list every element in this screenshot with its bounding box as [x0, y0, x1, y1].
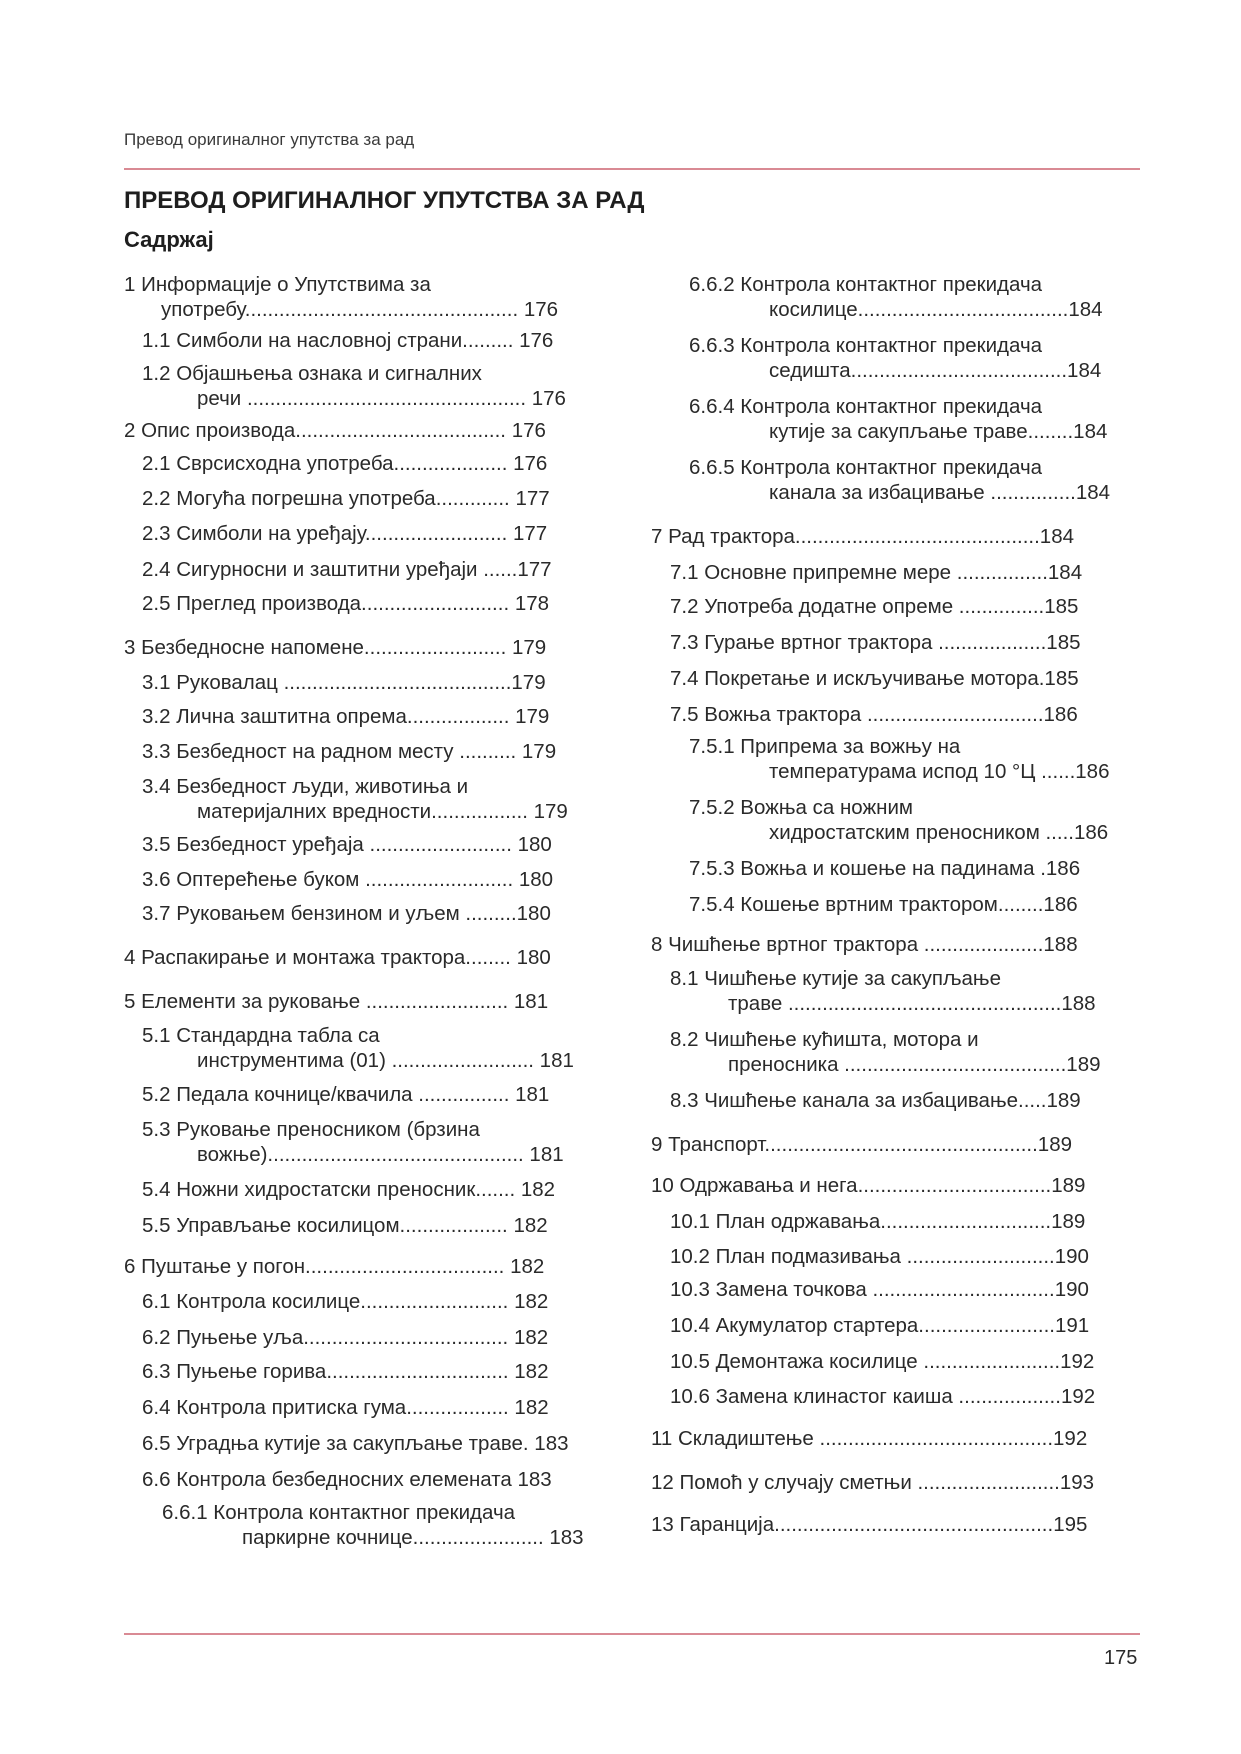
toc-entry[interactable]: 6.6.2 Контрола контактног прекидача косилице.....................................184 [689, 273, 1103, 321]
toc-entry[interactable]: 2.2 Могућа погрешна употреба............. 177 [142, 487, 550, 510]
document-title: ПРЕВОД ОРИГИНАЛНОГ УПУТСТВА ЗА РАД [124, 187, 645, 214]
toc-entry[interactable]: 6.1 Контрола косилице.......................... 182 [142, 1290, 549, 1313]
toc-entry[interactable]: 7.5.2 Вожња са ножним хидростатским преносником .....186 [689, 796, 1109, 844]
toc-entry[interactable]: 5.2 Педала кочнице/квачила ................ 181 [142, 1083, 550, 1106]
toc-entry[interactable]: 3.1 Руковалац ........................................179 [142, 671, 546, 694]
toc-entry[interactable]: 8.1 Чишћење кутије за сакупљање траве ................................................188 [670, 967, 1096, 1015]
toc-entry[interactable]: 8.2 Чишћење кућишта, мотора и преносника .......................................189 [670, 1028, 1101, 1076]
toc-entry[interactable]: 7.2 Употреба додатне опреме ...............185 [670, 595, 1079, 618]
toc-entry[interactable]: 6.2 Пуњење уља.................................... 182 [142, 1326, 549, 1349]
toc-entry[interactable]: 2.1 Сврсисходна употреба.................... 176 [142, 452, 548, 475]
toc-entry[interactable]: 10.2 План подмазивања ..........................190 [670, 1245, 1089, 1268]
toc-entry[interactable]: 10 Одржавања и нега..................................189 [651, 1174, 1086, 1197]
toc-entry[interactable]: 11 Складиштење .........................................192 [651, 1427, 1088, 1450]
toc-entry[interactable]: 10.3 Замена точкова ................................190 [670, 1278, 1089, 1301]
toc-entry[interactable]: 3.7 Руковањем бензином и уљем .........180 [142, 902, 551, 925]
toc-entry[interactable]: 2.3 Симболи на уређају......................... 177 [142, 522, 548, 545]
toc-entry[interactable]: 7.5 Вожња трактора ...............................186 [670, 703, 1078, 726]
toc-entry[interactable]: 5.3 Руковање преносником (брзина вожње)............................................. 181 [142, 1118, 564, 1166]
toc-entry[interactable]: 13 Гаранција.................................................195 [651, 1513, 1088, 1536]
toc-entry[interactable]: 6 Пуштање у погон................................... 182 [124, 1255, 545, 1278]
toc-entry[interactable]: 1.1 Симболи на насловној страни......... 176 [142, 329, 554, 352]
toc-entry[interactable]: 7.4 Покретање и искључивање мотора.185 [670, 667, 1079, 690]
toc-entry[interactable]: 7.5.3 Вожња и кошење на падинама .186 [689, 857, 1081, 880]
toc-entry[interactable]: 7 Рад трактора...........................................184 [651, 525, 1075, 548]
toc-entry[interactable]: 6.5 Уградња кутије за сакупљање траве. 183 [142, 1432, 569, 1455]
toc-entry[interactable]: 6.6.4 Контрола контактног прекидача кутије за сакупљање траве........184 [689, 395, 1108, 443]
toc-entry[interactable]: 6.6 Контрола безбедносних елемената 183 [142, 1468, 552, 1491]
toc-entry[interactable]: 1 Информације о Упутствима за употребу................................................ 176 [124, 273, 559, 321]
toc-entry[interactable]: 12 Помоћ у случају сметњи .........................193 [651, 1471, 1095, 1494]
toc-entry[interactable]: 3.5 Безбедност уређаја ......................... 180 [142, 833, 552, 856]
toc-entry[interactable]: 7.5.4 Кошење вртним трактором........186 [689, 893, 1078, 916]
running-header: Превод оригиналног упутства за рад [124, 130, 415, 149]
toc-entry[interactable]: 1.2 Објашњења ознака и сигналних речи ................................................. 176 [142, 362, 566, 410]
toc-entry[interactable]: 3.6 Оптерећење буком .......................... 180 [142, 868, 554, 891]
footer-divider [124, 1633, 1140, 1635]
toc-entry[interactable]: 3 Безбедносне напомене......................... 179 [124, 636, 547, 659]
toc-entry[interactable]: 9 Транспорт................................................189 [651, 1133, 1073, 1156]
toc-entry[interactable]: 5.5 Управљање косилицом................... 182 [142, 1214, 548, 1237]
toc-entry[interactable]: 3.3 Безбедност на радном месту .......... 179 [142, 740, 557, 763]
toc-entry[interactable]: 10.4 Акумулатор стартера........................191 [670, 1314, 1090, 1337]
toc-entry[interactable]: 3.2 Лична заштитна опрема.................. 179 [142, 705, 550, 728]
toc-entry[interactable]: 10.5 Демонтажа косилице ........................192 [670, 1350, 1095, 1373]
toc-entry[interactable]: 8 Чишћење вртног трактора .....................188 [651, 933, 1078, 956]
toc-entry[interactable]: 5 Елементи за руковање ......................... 181 [124, 990, 549, 1013]
header-divider [124, 168, 1140, 170]
toc-entry[interactable]: 7.3 Гурање вртног трактора ...................185 [670, 631, 1081, 654]
toc-entry[interactable]: 6.6.5 Контрола контактног прекидача канала за избацивање ...............184 [689, 456, 1111, 504]
toc-entry[interactable]: 7.1 Основне припремне мере ................184 [670, 561, 1083, 584]
toc-entry[interactable]: 3.4 Безбедност људи, животиња и материјалних вредности................. 179 [142, 775, 568, 823]
toc-entry[interactable]: 2 Опис производа..................................... 176 [124, 419, 546, 442]
toc-entry[interactable]: 6.3 Пуњење горива................................ 182 [142, 1360, 549, 1383]
toc-entry[interactable]: 7.5.1 Припрема за вожњу на температурама испод 10 °Ц ......186 [689, 735, 1110, 783]
toc-entry[interactable]: 2.5 Преглед производа.......................... 178 [142, 592, 550, 615]
page-number: 175 [1104, 1647, 1138, 1669]
toc-entry[interactable]: 5.1 Стандардна табла са инструментима (01) ......................... 181 [142, 1024, 574, 1072]
toc-entry[interactable]: 5.4 Ножни хидростатски преносник....... 182 [142, 1178, 556, 1201]
toc-entry[interactable]: 6.6.3 Контрола контактног прекидача седишта......................................184 [689, 334, 1102, 382]
toc-entry[interactable]: 10.6 Замена клинастог каиша ..................192 [670, 1385, 1096, 1408]
toc-entry[interactable]: 6.4 Контрола притиска гума.................. 182 [142, 1396, 549, 1419]
toc-entry[interactable]: 6.6.1 Контрола контактног прекидача паркирне кочнице....................... 183 [162, 1501, 584, 1549]
toc-entry[interactable]: 2.4 Сигурносни и заштитни уређаји ......177 [142, 558, 552, 581]
toc-entry[interactable]: 4 Распакирање и монтажа трактора........ 180 [124, 946, 551, 969]
toc-heading: Садржај [124, 227, 214, 252]
toc-entry[interactable]: 10.1 План одржавања..............................189 [670, 1210, 1086, 1233]
toc-entry[interactable]: 8.3 Чишћење канала за избацивање.....189 [670, 1089, 1081, 1112]
